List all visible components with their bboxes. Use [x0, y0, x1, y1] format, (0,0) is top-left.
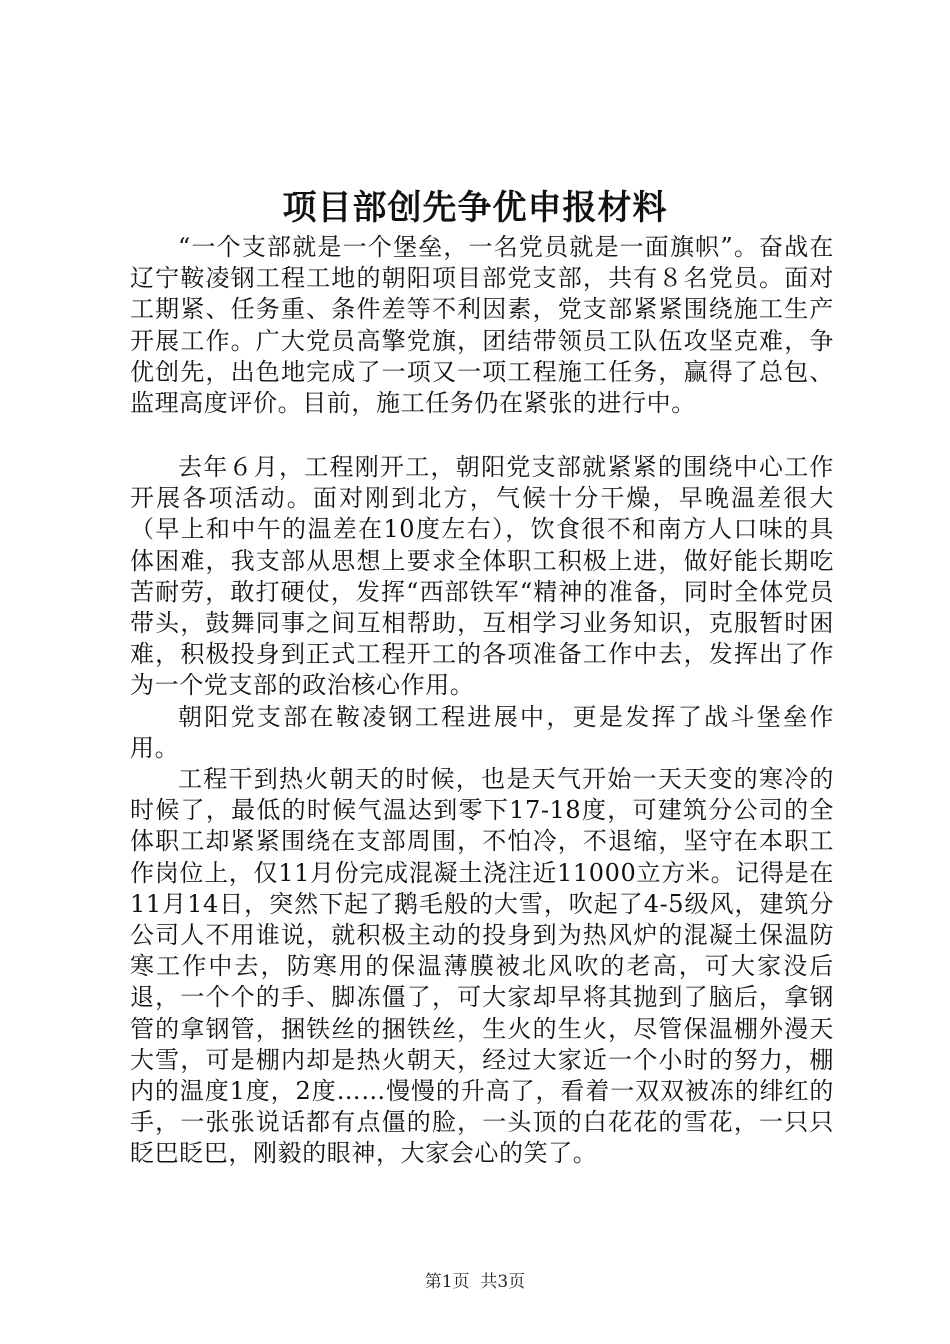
main-section — [130, 452, 834, 1170]
page-number: 第1页 — [424, 1272, 470, 1292]
intro-section — [130, 232, 834, 419]
page-footer — [0, 1270, 950, 1294]
paragraph-start: 去年６月，工程刚开工，朝阳党支部就紧紧的围绕中心工作开展各项活动。面对刚到北方，气候十分干燥，早晚温差很大（早上和中午的温差在10度左右），饮食很不和南方人口味的具体困难，我支部从思想上要求全体职工积极上进，做好能长期吃苦耐劳，敢打硬仗，发挥“西部铁军“精神的准备，同时全体党员带头，鼓舞同事之间互相帮助，互相学习业务知识，克服暂时困难，积极投身到正式工程开工的各项准备工作中去，发挥出了作为一个党支部的政治核心作用。 — [130, 453, 834, 700]
paragraph-winter: 工程干到热火朝天的时候，也是天气开始一天天变的寒冷的时候了，最低的时候气温达到零下17-18度，可建筑分公司的全体职工却紧紧围绕在支部周围，不怕冷，不退缩，坚守在本职工作岗位上，仅11月份完成混凝土浇注近11000立方米。记得是在11月14日，突然下起了鹅毛般的大雪，吹起了4-5级风，建筑分公司人不用谁说，就积极主动的投身到为热风炉的混凝土保温防寒工作中去，防寒用的保温薄膜被北风吹的老高，可大家没后退，一个个的手、脚冻僵了，可大家却早将其抛到了脑后，拿钢管的拿钢管，捆铁丝的捆铁丝，生火的生火，尽管保温棚外漫天大雪，可是棚内却是热火朝天，经过大家近一个小时的努力，棚内的温度1度，2度……慢慢的升高了，看着一双双被冻的绯红的手，一张张说话都有点僵的脸，一头顶的白花花的雪花，一只只眨巴眨巴，刚毅的眼神，大家会心的笑了。 — [130, 765, 834, 1168]
paragraph-role: 朝阳党支部在鞍凌钢工程进展中，更是发挥了战斗堡垒作用。 — [130, 702, 834, 762]
page-total: 共3页 — [480, 1272, 526, 1292]
document-title: 项目部创先争优申报材料 — [282, 188, 668, 228]
paragraph-intro: “一个支部就是一个堡垒，一名党员就是一面旗帜”。奋战在辽宁鞍凌钢工程工地的朝阳项目部党支部，共有８名党员。面对工期紧、任务重、条件差等不利因素，党支部紧紧围绕施工生产开展工作。广大党员高擎党旗，团结带领员工队伍攻坚克难，争优创先，出色地完成了一项又一项工程施工任务，赢得了总包、监理高度评价。目前，施工任务仍在紧张的进行中。 — [130, 233, 834, 418]
